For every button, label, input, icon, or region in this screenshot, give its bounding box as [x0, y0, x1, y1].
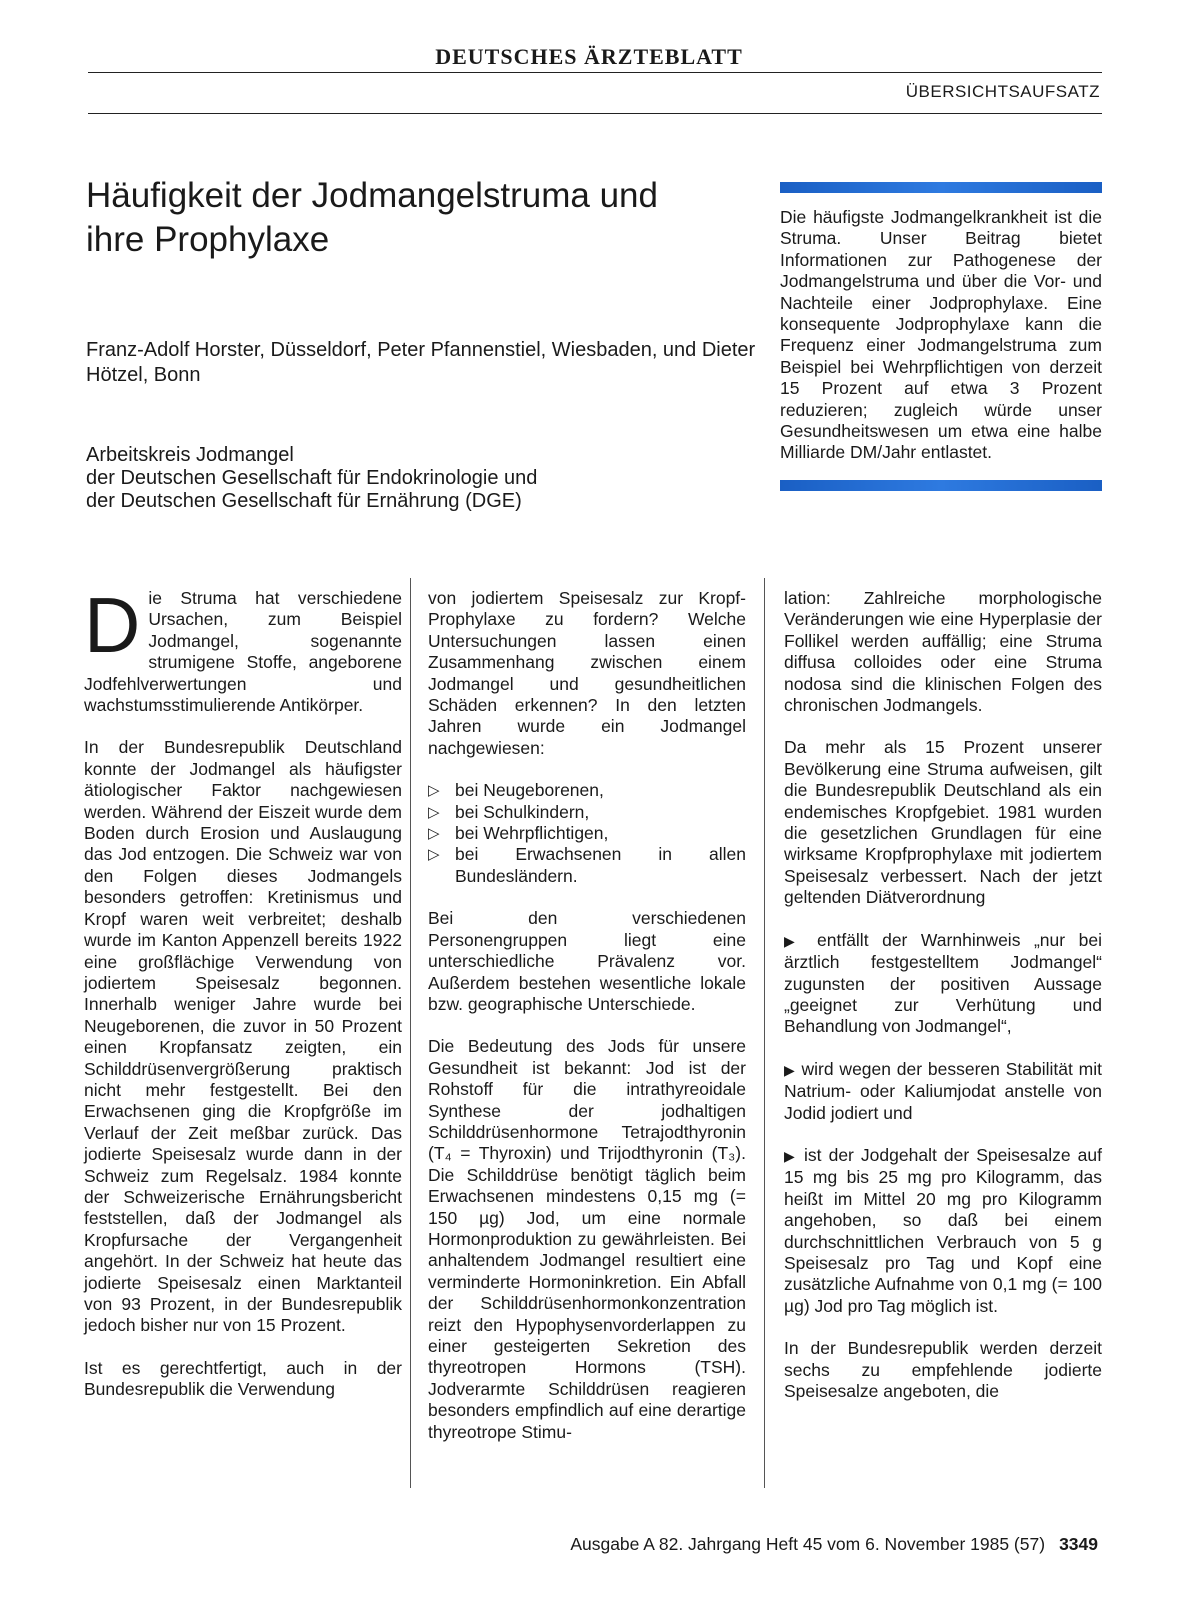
arrow-bullet-icon: ▶ [784, 1061, 796, 1078]
paragraph [84, 581, 402, 716]
triangle-bullet-icon: ▷ [428, 782, 440, 800]
arrow-bullet-icon: ▶ [784, 1147, 797, 1164]
section-rule [88, 113, 1102, 114]
paragraph: ▶ wird wegen der besseren Stabilität mit Natrium- oder Kaliumjodat anstelle von Jodid jodiert und [784, 1058, 1102, 1123]
text-column-3 [784, 588, 1102, 1423]
bullet-list [428, 780, 746, 887]
section-label: ÜBERSICHTSAUFSATZ [905, 82, 1100, 101]
triangle-bullet-icon: ▷ [428, 846, 440, 864]
affiliation [86, 444, 746, 513]
list-item: ▷ bei Wehrpflichtigen, [428, 823, 609, 844]
paragraph: ▶ entfällt der Warnhinweis „nur bei ärztlich festgestelltem Jodmangel“ zugunsten der positiven Aussage „geeignet zur Verhütung und Behandlung von Jodmangel“, [784, 929, 1102, 1037]
paragraph: Da mehr als 15 Prozent unserer Bevölkerung eine Struma aufweisen, gilt die Bundesrepublik Deutschland als ein endemisches Kropfgebiet. 1981 wurden die gesetzlichen Grundlagen für eine wirksame Kropfprophylaxe mit jodiertem Speisesalz verbessert. Nach der jetzt geltenden Diätverordnung [784, 737, 1102, 908]
paragraph: In der Bundesrepublik Deutschland konnte der Jodmangel als häufigster ätiologischer Faktor nachgewiesen werden. Während der Eiszeit wurde dem Boden durch Erosion und Auslaugung das Jod entzogen. Die Schweiz war von den Folgen dieses Jodmangels besonders getroffen: Kretinismus und Kropf waren weit verbreitet; deshalb wurde im Kanton Appenzell bereits 1922 eine großflächige Verwendung von jodiertem Speisesalz begonnen. Innerhalb weniger Jahre wurde bei Neugeborenen, die zuvor in 50 Prozent einen Kropfansatz zeigten, ein Schilddrüsenvergrößerung praktisch nicht mehr festgestellt. Bei den Erwachsenen ging die Kropfgröße im Verlauf der Zeit meßbar zurück. Das jodierte Speisesalz wurde dann in der Schweiz zum Regelsalz. 1984 konnte der Schweizerische Ernährungsbericht feststellen, daß der Jodmangel als Kropfursache der Vergangenheit angehört. In der Schweiz hat heute das jodierte Speisesalz einen Marktanteil von 93 Prozent, in der Bundesrepublik jedoch bisher nur von 15 Prozent. [84, 737, 402, 1336]
triangle-bullet-icon: ▷ [428, 825, 440, 843]
abstract-top-bar [780, 182, 1102, 193]
triangle-bullet-icon: ▷ [428, 803, 440, 821]
paragraph: Die Bedeutung des Jods für unsere Gesundheit ist bekannt: Jod ist der Rohstoff für die intrathyreoidale Synthese der jodhaltigen Schilddrüsenhormone Tetrajodthyronin (T₄ = Thyroxin) und Trijodthyronin (T₃). Die Schilddrüse benötigt täglich beim Erwachsenen mindestens 0,15 mg (= 150 µg) Jod, um eine normale Hormonproduktion zu gewährleisten. Bei anhaltendem Jodmangel resultiert eine verminderte Hormoninkretion. Ein Abfall der Schilddrüsenhormonkonzentration reizt den Hypophysenvorderlappen zu einer gesteigerten Sekretion des thyreotropen Hormons (TSH). Jodverarmte Schilddrüsen reagieren besonders empfindlich auf eine derartige thyreotrope Stimu- [428, 1036, 746, 1442]
affiliation-line: Arbeitskreis Jodmangel [86, 444, 294, 466]
abstract-text: Die häufigste Jodmangelkrankheit ist die Struma. Unser Beitrag bietet Informationen zur Pathogenese der Jodmangelstruma und über die Vor- und Nachteile einer Jodprophylaxe. Eine konsequente Jodprophylaxe kann die Frequenz einer Jodmangelstruma zum Beispiel bei Wehrpflichtigen von derzeit 15 Prozent auf etwa 3 Prozent reduzieren; zugleich würde unser Gesundheitswesen um etwa eine halbe Milliarde DM/Jahr entlastet. [780, 207, 1102, 463]
text-column-2 [428, 588, 746, 1464]
list-item: ▷ bei Neugeborenen, [428, 780, 604, 801]
paragraph-text: ie Struma hat verschiedene Ursachen, zum Beispiel Jodmangel, sogenannte strumigene Stoffe, angeborene Jodfehlverwertungen und wachstumsstimulierende Antikörper. [84, 588, 402, 716]
masthead-rule [88, 72, 1102, 73]
drop-cap: D [84, 581, 141, 669]
paragraph: von jodiertem Speisesalz zur Kropf-Prophylaxe zu fordern? Welche Untersuchungen lassen einen Zusammenhang zwischen einem Jodmangel und gesundheitlichen Schäden erkennen? In den letzten Jahren wurde ein Jodmangel nachgewiesen: [428, 588, 746, 758]
abstract-bottom-bar [780, 480, 1102, 491]
paragraph: lation: Zahlreiche morphologische Veränderungen wie eine Hyperplasie der Follikel werden auffällig; eine Struma diffusa colloides oder eine Struma nodosa sind die klinischen Folgen des chronischen Jodmangels. [784, 588, 1102, 716]
affiliation-line: der Deutschen Gesellschaft für Endokrinologie und [86, 467, 538, 489]
list-item: ▷ bei Erwachsenen in allen Bundesländern. [428, 844, 746, 886]
page-number: 3349 [1059, 1534, 1098, 1554]
text-column-1 [84, 581, 402, 1422]
affiliation-line: der Deutschen Gesellschaft für Ernährung (DGE) [86, 490, 522, 512]
article-authors: Franz-Adolf Horster, Düsseldorf, Peter Pfannenstiel, Wiesbaden, und Dieter Hötzel, Bonn [86, 339, 756, 386]
journal-masthead: DEUTSCHES ÄRZTEBLATT [435, 44, 743, 69]
paragraph: Bei den verschiedenen Personengruppen liegt eine unterschiedliche Prävalenz vor. Außerdem bestehen wesentliche lokale bzw. geographische Unterschiede. [428, 908, 746, 1014]
abstract-box [780, 182, 1102, 491]
arrow-bullet-icon: ▶ [784, 932, 804, 949]
article-title: Häufigkeit der Jodmangelstruma und ihre Prophylaxe [86, 176, 658, 259]
paragraph: Ist es gerechtfertigt, auch in der Bundesrepublik die Verwendung [84, 1357, 402, 1400]
paragraph: In der Bundesrepublik werden derzeit sechs zu empfehlende jodierte Speisesalze angeboten, die [784, 1338, 1102, 1401]
issue-info: Ausgabe A 82. Jahrgang Heft 45 vom 6. November 1985 (57) [570, 1534, 1046, 1554]
column-divider [764, 578, 765, 1488]
column-divider [410, 578, 411, 1488]
paragraph: ▶ ist der Jodgehalt der Speisesalze auf 15 mg bis 25 mg pro Kilogramm, das heißt im Mittel 20 mg pro Kilogramm angehoben, so daß bei einem durchschnittlichen Verbrauch von 5 g Speisesalz pro Tag und Kopf eine zusätzliche Aufnahme von 0,1 mg (= 100 µg) Jod pro Tag möglich ist. [784, 1144, 1102, 1316]
page-footer [570, 1534, 1098, 1555]
list-item: ▷ bei Schulkindern, [428, 801, 590, 822]
